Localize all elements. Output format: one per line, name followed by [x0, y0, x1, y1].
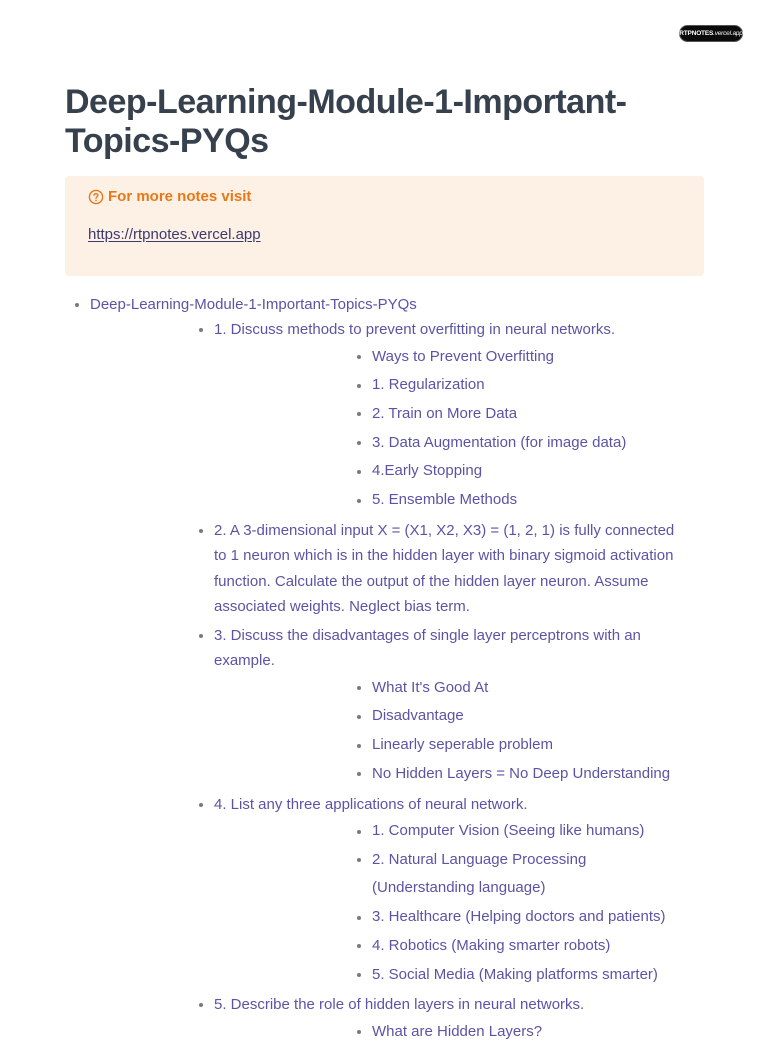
toc-item-root [0, 293, 768, 1046]
toc-subitem [214, 1018, 678, 1047]
toc-subitem [214, 702, 678, 731]
site-badge-thin: .vercel.app [713, 30, 743, 37]
toc-item-q5 [90, 992, 768, 1046]
toc-subitem [214, 932, 678, 961]
toc-subitem [214, 400, 678, 429]
toc-link-q1-ways[interactable]: Ways to Prevent Overfitting [372, 347, 555, 365]
toc-subitem [214, 731, 678, 760]
callout-header [88, 188, 251, 205]
toc-subitem [214, 343, 678, 372]
toc-link-root[interactable]: Deep-Learning-Module-1-Important-Topics-PYQs [90, 296, 417, 313]
toc-link-q1-more-data[interactable]: 2. Train on More Data [372, 404, 518, 422]
toc-subitem [214, 371, 678, 400]
toc-item-q1 [90, 317, 768, 515]
toc-link-q1-early-stopping[interactable]: 4.Early Stopping [372, 462, 483, 480]
toc-link-q3[interactable]: 3. Discuss the disadvantages of single layer perceptrons with an example. [214, 626, 641, 670]
toc-link-q1-regularization[interactable]: 1. Regularization [372, 376, 485, 394]
toc-subitem [214, 817, 678, 846]
toc-link-q1[interactable]: 1. Discuss methods to prevent overfitting in neural networks. [214, 321, 616, 338]
toc-subitem [214, 760, 678, 789]
toc-link-q1-augmentation[interactable]: 3. Data Augmentation (for image data) [372, 433, 627, 451]
toc-link-q3-disadvantage[interactable]: Disadvantage [372, 707, 464, 725]
toc-subitem [214, 961, 678, 990]
toc-subitem [214, 846, 678, 903]
site-badge-bold: RTPNOTES [679, 30, 714, 37]
toc-link-q4-healthcare[interactable]: 3. Healthcare (Helping doctors and patients) [372, 908, 666, 926]
toc-link-q4-vision[interactable]: 1. Computer Vision (Seeing like humans) [372, 822, 645, 840]
toc-link-q3-linearly-separable[interactable]: Linearly seperable problem [372, 736, 553, 754]
toc-subitem [214, 903, 678, 932]
toc-link-q5-hidden-layers[interactable]: What are Hidden Layers? [372, 1022, 543, 1040]
toc-link-q1-ensemble[interactable]: 5. Ensemble Methods [372, 491, 518, 509]
toc-link-q3-good-at[interactable]: What It's Good At [372, 678, 489, 696]
toc-link-q4[interactable]: 4. List any three applications of neural network. [214, 795, 528, 813]
callout-title: For more notes visit [108, 188, 252, 205]
toc-item-q4 [90, 792, 768, 990]
toc-subitem [214, 674, 678, 703]
toc-subitem [214, 486, 678, 515]
toc-link-q2[interactable]: 2. A 3-dimensional input X = (X1, X2, X3) = (1, 2, 1) is fully connected to 1 neuron which is in the hidden layer with binary sigmoid activation function. Calculate the output of the hidden layer neuron. Assume associated weights. Neglect bias term. [214, 521, 675, 616]
toc-link-q5[interactable]: 5. Describe the role of hidden layers in neural networks. [214, 996, 585, 1014]
toc-subitem [214, 457, 678, 486]
toc-link-q3-no-hidden-layers[interactable]: No Hidden Layers = No Deep Understanding [372, 764, 671, 782]
question-circle-icon [88, 189, 104, 205]
toc-item-q2 [90, 518, 768, 620]
toc-item-q3 [90, 623, 768, 789]
page-title: Deep-Learning-Module-1-Important-Topics-PYQs [65, 83, 627, 160]
toc-link-q4-robotics[interactable]: 4. Robotics (Making smarter robots) [372, 936, 611, 954]
toc-link-q4-social-media[interactable]: 5. Social Media (Making platforms smarter) [372, 965, 658, 983]
site-badge-link[interactable] [679, 25, 743, 42]
info-callout [65, 176, 704, 276]
toc-subitem [214, 429, 678, 458]
notes-site-link[interactable]: https://rtpnotes.vercel.app [88, 226, 261, 243]
table-of-contents [0, 293, 768, 1049]
toc-link-q4-nlp[interactable]: 2. Natural Language Processing (Understanding language) [372, 850, 587, 897]
